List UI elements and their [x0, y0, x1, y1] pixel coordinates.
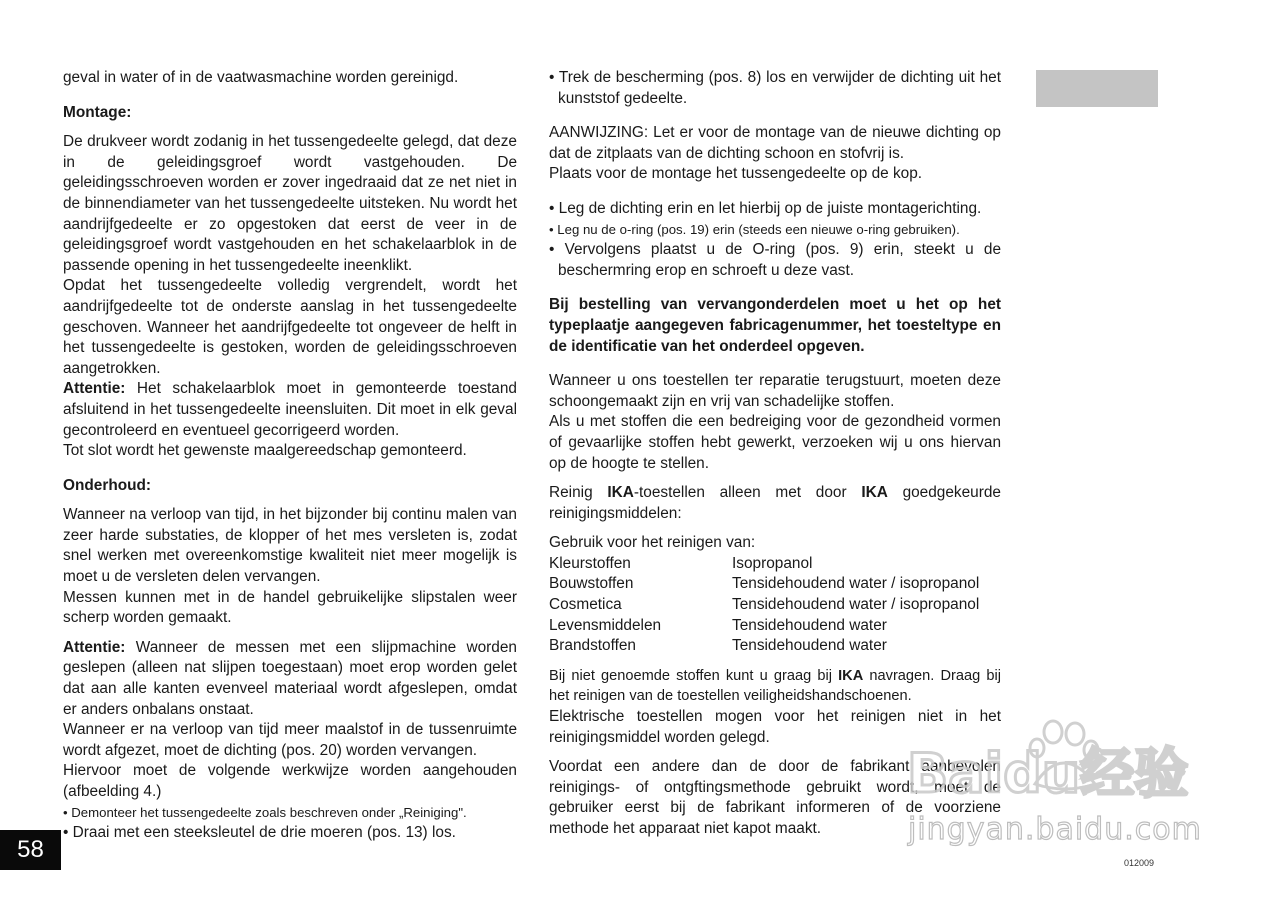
bullet-trek: • Trek de bescherming (pos. 8) los en verwijder de dichting uit het kunststof gedeelte.: [549, 69, 1001, 107]
onderhoud-paragraph-2: Messen kunnen met in de handel gebruikelijke slipstalen weer scherp worden gemaakt.: [63, 588, 517, 627]
montage-paragraph-1: De drukveer wordt zodanig in het tussengedeelte gelegd, dat deze in de geleidingsgroef wordt vastgehouden. De geleidingsschroeven worden er zover ingedraaid dat ze net niet in de binnendiameter van het tussengedeelte uitsteken. Nu wordt het aandrijfgedeelte er zo opgestoken dat eerst de veer in de geleidingsgroef wordt vastgehouden en het schakelaarblok in de passende opening in het tussengedeelte ineenklikt.: [63, 133, 517, 274]
attentie-text: Wanneer de messen met een slijpmachine worden geslepen (alleen nat slijpen toegestaan) moet erop worden gelet dat aan alle kanten evenveel materiaal wordt afgeslepen, omdat er anders onbalans onstaat.: [63, 638, 517, 718]
cleaning-table: [549, 554, 979, 657]
paw-icon: [1030, 721, 1098, 789]
substance-cell: Levensmiddelen: [549, 616, 662, 634]
agent-cell: Tensidehoudend water / isopropanol: [732, 596, 980, 614]
brand-name: IKA: [607, 484, 634, 502]
bullet-demonteer: • Demonteer het tussengedeelte zoals beschreven onder „Reiniging".: [63, 804, 467, 820]
substance-cell: Bouwstoffen: [549, 575, 634, 593]
elektrisch-paragraph: Elektrische toestellen mogen voor het reinigen niet in het reinigingsmiddel worden gelegd.: [549, 708, 1001, 746]
brand-name: IKA: [838, 667, 864, 684]
agent-cell: Tensidehoudend water: [732, 637, 887, 655]
niet-genoemd-text-b: navragen. Draag bij het reinigen van de toestellen veiligheidshandschoenen.: [549, 667, 1001, 705]
terugsturen-paragraph-2: Als u met stoffen die een bedreiging voor de gezondheid vormen of gevaarlijke stoffen hebt gewerkt, verzoeken wij u ons hiervan op de hoogte te stellen.: [549, 413, 1001, 472]
reinig-paragraph: [549, 483, 1001, 524]
document-code: 012009: [1124, 858, 1155, 868]
voordat-paragraph: Voordat een andere dan de door de fabrikant aanbevolen reinigings- of ontgftingsmethode gebruikt wordt, moet de gebruiker eerst bij de fabrikant informeren of de voorziene methode het apparaat niet kapot maakt.: [549, 758, 1001, 837]
attentie-text: Het schakelaarblok moet in gemonteerde toestand afsluitend in het tussengedeelte ineensluiten. Dit moet in elk geval gecontroleerd en eventueel gecorrigeerd worden.: [63, 380, 517, 439]
montage-paragraph-2: Opdat het tussengedeelte volledig vergrendelt, wordt het aandrijfgedeelte tot de onderste aanslag in het tussengedeelte geschoven. Wanneer het aandrijfgedeelte tot ongeveer de helft in het tussengedeelte is gestoken, worden de geleidingsschroeven aangetrokken.: [63, 277, 517, 377]
brand-name: IKA: [861, 484, 888, 502]
agent-cell: Tensidehoudend water / isopropanol: [732, 575, 980, 593]
aanwijzing-paragraph: AANWIJZING: Let er voor de montage van de nieuwe dichting op dat de zitplaats van de dichting schoon en stofvrij is.: [549, 124, 1001, 162]
substance-cell: Kleurstoffen: [549, 554, 631, 572]
reinig-text-c: goedgekeurde reinigingsmiddelen:: [549, 484, 1001, 522]
left-column: [63, 68, 517, 844]
substance-cell: Brandstoffen: [549, 637, 636, 655]
onderhoud-paragraph-1: Wanneer na verloop van tijd, in het bijzonder bij continu malen van zeer harde substaties, de klopper of het mes versleten is, zodat snel werken met overeenkomstige kwaliteit niet meer mogelijk is moet u de versleten delen vervangen.: [63, 506, 517, 586]
substance-cell: Cosmetica: [549, 596, 622, 614]
attentie-label: Attentie:: [63, 638, 126, 656]
bullet-vervolgens: • Vervolgens plaatst u de O-ring (pos. 9) erin, steekt u de beschermring erop en schroeft u deze vast.: [549, 241, 1001, 279]
onderhoud-heading: Onderhoud:: [63, 476, 152, 494]
terugsturen-paragraph-1: Wanneer u ons toestellen ter reparatie terugstuurt, moeten deze schoongemaakt zijn en vrij van schadelijke stoffen.: [549, 372, 1001, 410]
cleaning-table-row: [549, 574, 979, 595]
cleaning-table-row: [549, 636, 979, 657]
attentie-paragraph-2: [63, 638, 517, 720]
bullet-leg-dichting: • Leg de dichting erin en let hierbij op de juiste montagerichting.: [549, 199, 982, 217]
bestelling-paragraph: Bij bestelling van vervangonderdelen moet u het op het typeplaatje aangegeven fabricagenummer, het toesteltype en de identificatie van het onderdeel opgeven.: [549, 296, 1001, 355]
cleaning-table-row: [549, 595, 979, 616]
agent-cell: Isopropanol: [732, 554, 813, 572]
section-tab-marker: [1036, 70, 1158, 107]
watermark-text: Baidu经验: [907, 742, 1189, 805]
cleaning-table-row: [549, 616, 979, 637]
right-column: [549, 68, 1001, 840]
plaats-paragraph: Plaats voor de montage het tussengedeelte op de kop.: [549, 165, 923, 183]
reinig-text-a: Reinig: [549, 484, 608, 502]
niet-genoemd-paragraph: [549, 666, 1001, 707]
agent-cell: Tensidehoudend water: [732, 616, 887, 634]
bullet-draai: • Draai met een steeksleutel de drie moeren (pos. 13) los.: [63, 824, 456, 842]
montage-paragraph-3: Tot slot wordt het gewenste maalgereedschap gemonteerd.: [63, 442, 467, 460]
gebruik-line: Gebruik voor het reinigen van:: [549, 534, 756, 552]
montage-heading: Montage:: [63, 103, 132, 121]
cleaning-table-row: [549, 554, 979, 575]
intro-paragraph: geval in water of in de vaatwasmachine worden gereinigd.: [63, 69, 459, 86]
page-number: 58: [0, 830, 61, 870]
onderhoud-paragraph-3: Wanneer er na verloop van tijd meer maalstof in de tussenruimte wordt afgezet, moet de dichting (pos. 20) worden vervangen.: [63, 721, 517, 759]
niet-genoemd-text-a: Bij niet genoemde stoffen kunt u graag bij: [549, 667, 839, 684]
attentie-label: Attentie:: [63, 380, 126, 398]
attentie-paragraph-1: [63, 379, 517, 441]
onderhoud-paragraph-4: Hiervoor moet de volgende werkwijze worden aangehouden (afbeelding 4.): [63, 762, 517, 800]
reinig-text-b: -toestellen alleen met door: [633, 484, 862, 502]
bullet-leg-oring: • Leg nu de o-ring (pos. 19) erin (steeds een nieuwe o-ring gebruiken).: [549, 221, 960, 237]
watermark-url: jingyan.baidu.com: [908, 812, 1202, 847]
